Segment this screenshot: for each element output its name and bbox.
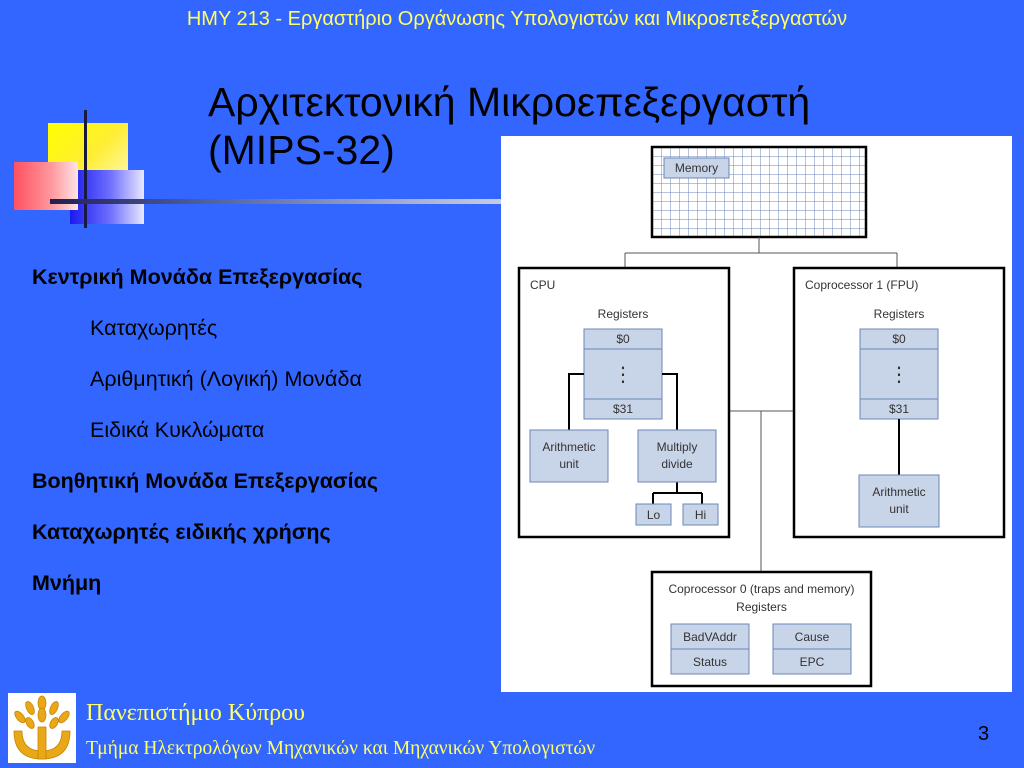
cpu-mul-line1: Multiply — [656, 440, 698, 454]
cpu-registers-label: Registers — [597, 307, 649, 321]
fpu-registers-label: Registers — [873, 307, 925, 321]
cp0-label: Coprocessor 0 (traps and memory) — [668, 582, 855, 596]
cpu-alu-line2: unit — [559, 457, 579, 471]
cpu-lo: Lo — [646, 508, 661, 522]
bullet-item: Μνήμη — [32, 571, 102, 595]
vertical-line — [84, 110, 87, 228]
bullet-item: Κεντρική Μονάδα Επεξεργασίας — [32, 265, 363, 289]
department-name: Τμήμα Ηλεκτρολόγων Μηχανικών και Μηχανικών Υπολογιστών — [86, 738, 596, 759]
page-number: 3 — [978, 723, 990, 745]
decorative-squares — [10, 110, 150, 230]
cpu-reg-dots: ⋮ — [613, 364, 633, 386]
university-logo-icon — [8, 693, 76, 763]
title-underline — [50, 199, 502, 204]
bullet-list — [32, 262, 378, 619]
title-line-2: (MIPS-32) — [208, 127, 395, 173]
memory-block — [652, 147, 866, 237]
cpu-reg-first: $0 — [616, 332, 630, 346]
fpu-label: Coprocessor 1 (FPU) — [805, 278, 919, 292]
blue-square — [70, 170, 144, 224]
cp0-cause: Cause — [794, 630, 830, 644]
cp0-block — [652, 572, 871, 686]
bullet-item: Ειδικά Κυκλώματα — [90, 418, 265, 442]
cp0-epc: EPC — [799, 655, 825, 669]
fpu-reg-dots: ⋮ — [889, 364, 909, 386]
cpu-mul-line2: divide — [661, 457, 693, 471]
bullet-item: Καταχωρητές — [90, 316, 218, 340]
cpu-label: CPU — [530, 278, 556, 292]
bullet-item: Αριθμητική (Λογική) Μονάδα — [90, 367, 362, 391]
fpu-reg-last: $31 — [888, 402, 910, 416]
cpu-reg-last: $31 — [612, 402, 634, 416]
course-header: ΗΜΥ 213 - Εργαστήριο Οργάνωσης Υπολογιστών και Μικροεπεξεργαστών — [186, 8, 848, 30]
cpu-hi: Hi — [694, 508, 707, 522]
fpu-block — [794, 268, 1004, 537]
cp0-badvaddr: BadVAddr — [683, 630, 737, 644]
fpu-alu-line2: unit — [889, 502, 909, 516]
mips-architecture-diagram — [501, 136, 1012, 692]
title-line-1: Αρχιτεκτονική Μικροεπεξεργαστή — [208, 79, 811, 125]
memory-label: Memory — [674, 161, 719, 175]
cp0-registers-label: Registers — [736, 600, 787, 614]
bullet-item: Βοηθητική Μονάδα Επεξεργασίας — [32, 469, 378, 493]
cp0-status: Status — [692, 655, 728, 669]
bullet-item: Καταχωρητές ειδικής χρήσης — [32, 520, 331, 544]
university-name: Πανεπιστήμιο Κύπρου — [86, 700, 306, 726]
fpu-alu-line1: Arithmetic — [872, 485, 926, 499]
cpu-block — [519, 268, 729, 537]
cpu-alu-line1: Arithmetic — [542, 440, 596, 454]
fpu-reg-first: $0 — [892, 332, 906, 346]
